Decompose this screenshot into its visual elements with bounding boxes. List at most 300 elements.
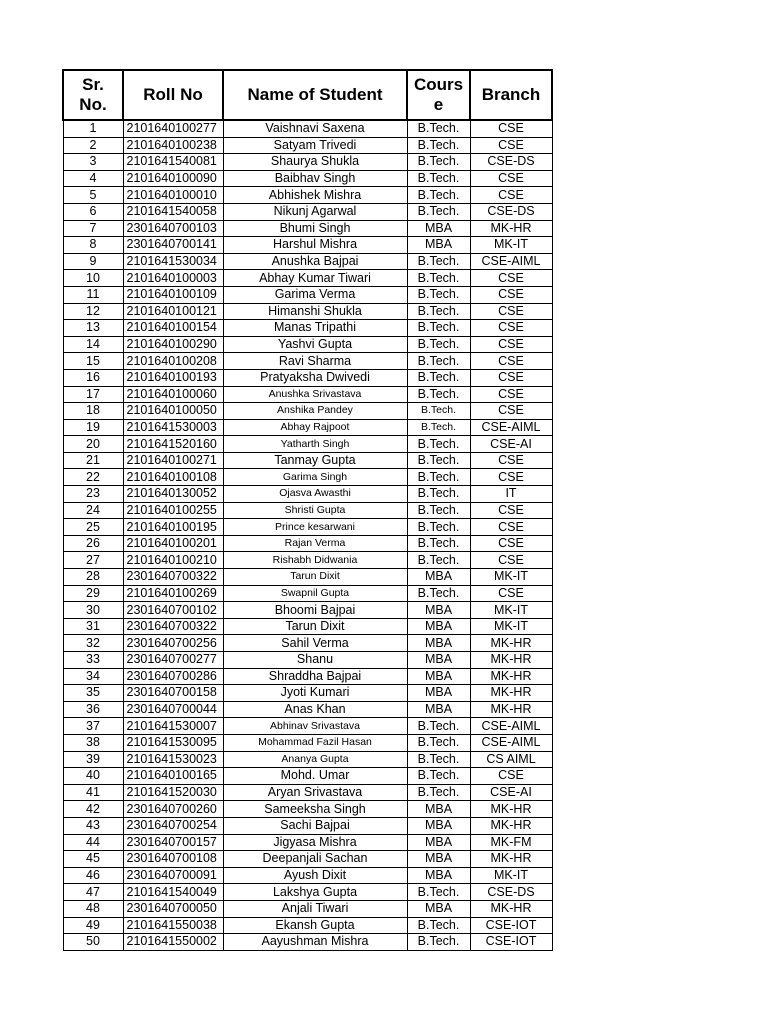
roll-no-cell: 2301640700108 — [123, 851, 223, 868]
course-cell: MBA — [407, 900, 470, 917]
roll-no-cell: 2301640700044 — [123, 701, 223, 718]
sr-no-cell: 22 — [63, 469, 123, 486]
branch-cell: CSE — [470, 552, 552, 569]
branch-cell: CSE — [470, 286, 552, 303]
table-row — [63, 220, 552, 237]
branch-cell: CSE — [470, 137, 552, 154]
roll-no-cell: 2101640100255 — [123, 502, 223, 519]
sr-no-cell: 13 — [63, 320, 123, 337]
sr-no-cell: 46 — [63, 867, 123, 884]
course-cell: MBA — [407, 817, 470, 834]
table-row — [63, 486, 552, 503]
sr-no-cell: 15 — [63, 353, 123, 370]
table-row — [63, 784, 552, 801]
table-row — [63, 237, 552, 254]
table-row — [63, 618, 552, 635]
course-cell: B.Tech. — [407, 469, 470, 486]
sr-no-cell: 34 — [63, 668, 123, 685]
table-row — [63, 320, 552, 337]
sr-no-cell: 20 — [63, 436, 123, 453]
roll-no-cell: 2301640700091 — [123, 867, 223, 884]
branch-cell: CSE — [470, 320, 552, 337]
sr-no-cell: 30 — [63, 602, 123, 619]
branch-cell: CSE — [470, 585, 552, 602]
roll-no-cell: 2101640100195 — [123, 519, 223, 536]
course-cell: MBA — [407, 652, 470, 669]
table-row — [63, 701, 552, 718]
branch-cell: CSE — [470, 120, 552, 137]
sr-no-cell: 45 — [63, 851, 123, 868]
branch-cell: CSE-AIML — [470, 718, 552, 735]
sr-no-cell: 10 — [63, 270, 123, 287]
branch-cell: MK-HR — [470, 851, 552, 868]
sr-no-cell: 4 — [63, 170, 123, 187]
roll-no-cell: 2101640100090 — [123, 170, 223, 187]
branch-cell: CSE — [470, 353, 552, 370]
course-cell: MBA — [407, 668, 470, 685]
student-name-cell: Vaishnavi Saxena — [223, 120, 407, 137]
student-name-cell: Aryan Srivastava — [223, 784, 407, 801]
student-name-cell: Tanmay Gupta — [223, 452, 407, 469]
course-cell: MBA — [407, 220, 470, 237]
roll-no-cell: 2301640700050 — [123, 900, 223, 917]
sr-no-cell: 29 — [63, 585, 123, 602]
table-row — [63, 386, 552, 403]
course-cell: MBA — [407, 867, 470, 884]
table-row — [63, 403, 552, 420]
branch-cell: CSE-IOT — [470, 917, 552, 934]
table-row — [63, 436, 552, 453]
course-cell: B.Tech. — [407, 884, 470, 901]
table-row — [63, 154, 552, 171]
sr-no-cell: 48 — [63, 900, 123, 917]
table-row — [63, 934, 552, 951]
sr-no-cell: 35 — [63, 685, 123, 702]
student-name-cell: Anushka Srivastava — [223, 386, 407, 403]
course-cell: B.Tech. — [407, 419, 470, 436]
branch-cell: IT — [470, 486, 552, 503]
branch-cell: CSE-DS — [470, 884, 552, 901]
sr-no-cell: 1 — [63, 120, 123, 137]
student-name-cell: Aayushman Mishra — [223, 934, 407, 951]
branch-cell: MK-IT — [470, 569, 552, 586]
table-row — [63, 569, 552, 586]
table-row — [63, 817, 552, 834]
student-name-cell: Nikunj Agarwal — [223, 203, 407, 220]
student-name-cell: Harshul Mishra — [223, 237, 407, 254]
table-row — [63, 685, 552, 702]
course-cell: B.Tech. — [407, 403, 470, 420]
student-name-cell: Garima Verma — [223, 286, 407, 303]
sr-no-cell: 3 — [63, 154, 123, 171]
sr-no-cell: 23 — [63, 486, 123, 503]
table-row — [63, 917, 552, 934]
table-row — [63, 734, 552, 751]
branch-cell: CSE-AIML — [470, 253, 552, 270]
table-row — [63, 867, 552, 884]
roll-no-cell: 2301640700254 — [123, 817, 223, 834]
course-cell: MBA — [407, 602, 470, 619]
table-row — [63, 851, 552, 868]
branch-cell: CSE-DS — [470, 203, 552, 220]
sr-no-cell: 24 — [63, 502, 123, 519]
branch-cell: CSE — [470, 519, 552, 536]
student-name-cell: Deepanjali Sachan — [223, 851, 407, 868]
header-sr-no: Sr. No. — [63, 70, 123, 120]
branch-cell: CSE — [470, 535, 552, 552]
course-cell: MBA — [407, 635, 470, 652]
branch-cell: CSE — [470, 386, 552, 403]
branch-cell: CSE — [470, 403, 552, 420]
sr-no-cell: 16 — [63, 369, 123, 386]
sr-no-cell: 40 — [63, 768, 123, 785]
table-row — [63, 170, 552, 187]
student-name-cell: Prince kesarwani — [223, 519, 407, 536]
branch-cell: MK-FM — [470, 834, 552, 851]
table-row — [63, 635, 552, 652]
sr-no-cell: 49 — [63, 917, 123, 934]
student-name-cell: Anushka Bajpai — [223, 253, 407, 270]
branch-cell: CSE — [470, 270, 552, 287]
roll-no-cell: 2301640700103 — [123, 220, 223, 237]
course-cell: B.Tech. — [407, 502, 470, 519]
table-row — [63, 585, 552, 602]
student-list-table — [62, 69, 553, 951]
sr-no-cell: 12 — [63, 303, 123, 320]
roll-no-cell: 2101640100290 — [123, 336, 223, 353]
course-cell: B.Tech. — [407, 552, 470, 569]
sr-no-cell: 27 — [63, 552, 123, 569]
table-row — [63, 203, 552, 220]
course-cell: B.Tech. — [407, 253, 470, 270]
sr-no-cell: 50 — [63, 934, 123, 951]
course-cell: B.Tech. — [407, 486, 470, 503]
branch-cell: MK-IT — [470, 618, 552, 635]
roll-no-cell: 2101641540049 — [123, 884, 223, 901]
roll-no-cell: 2101641530095 — [123, 734, 223, 751]
header-course: Cours e — [407, 70, 470, 120]
course-cell: MBA — [407, 801, 470, 818]
course-cell: B.Tech. — [407, 751, 470, 768]
course-cell: B.Tech. — [407, 519, 470, 536]
branch-cell: CSE — [470, 502, 552, 519]
branch-cell: MK-HR — [470, 635, 552, 652]
table-row — [63, 602, 552, 619]
student-name-cell: Satyam Trivedi — [223, 137, 407, 154]
course-cell: B.Tech. — [407, 369, 470, 386]
student-name-cell: Anshika Pandey — [223, 403, 407, 420]
sr-no-cell: 42 — [63, 801, 123, 818]
branch-cell: MK-HR — [470, 801, 552, 818]
course-cell: MBA — [407, 851, 470, 868]
student-name-cell: Tarun Dixit — [223, 569, 407, 586]
sr-no-cell: 7 — [63, 220, 123, 237]
branch-cell: MK-HR — [470, 668, 552, 685]
table-row — [63, 751, 552, 768]
branch-cell: CSE — [470, 170, 552, 187]
table-row — [63, 535, 552, 552]
sr-no-cell: 47 — [63, 884, 123, 901]
roll-no-cell: 2301640700141 — [123, 237, 223, 254]
roll-no-cell: 2301640700260 — [123, 801, 223, 818]
branch-cell: MK-HR — [470, 652, 552, 669]
table-row — [63, 552, 552, 569]
student-name-cell: Yatharth Singh — [223, 436, 407, 453]
course-cell: B.Tech. — [407, 386, 470, 403]
table-row — [63, 253, 552, 270]
roll-no-cell: 2301640700322 — [123, 569, 223, 586]
roll-no-cell: 2101640100277 — [123, 120, 223, 137]
student-name-cell: Tarun Dixit — [223, 618, 407, 635]
branch-cell: MK-HR — [470, 817, 552, 834]
sr-no-cell: 8 — [63, 237, 123, 254]
student-name-cell: Ananya Gupta — [223, 751, 407, 768]
table-row — [63, 270, 552, 287]
student-name-cell: Jigyasa Mishra — [223, 834, 407, 851]
branch-cell: CSE — [470, 336, 552, 353]
student-name-cell: Bhoomi Bajpai — [223, 602, 407, 619]
table-row — [63, 801, 552, 818]
roll-no-cell: 2301640700158 — [123, 685, 223, 702]
roll-no-cell: 2101640100010 — [123, 187, 223, 204]
table-row — [63, 469, 552, 486]
student-name-cell: Shaurya Shukla — [223, 154, 407, 171]
student-name-cell: Sachi Bajpai — [223, 817, 407, 834]
student-name-cell: Anas Khan — [223, 701, 407, 718]
course-cell: B.Tech. — [407, 170, 470, 187]
student-name-cell: Rishabh Didwania — [223, 552, 407, 569]
roll-no-cell: 2101640100108 — [123, 469, 223, 486]
course-cell: B.Tech. — [407, 203, 470, 220]
student-name-cell: Pratyaksha Dwivedi — [223, 369, 407, 386]
branch-cell: CSE-AI — [470, 784, 552, 801]
student-name-cell: Abhinav Srivastava — [223, 718, 407, 735]
roll-no-cell: 2101640100060 — [123, 386, 223, 403]
student-name-cell: Bhumi Singh — [223, 220, 407, 237]
roll-no-cell: 2101640100121 — [123, 303, 223, 320]
header-student-name: Name of Student — [223, 70, 407, 120]
student-name-cell: Shristi Gupta — [223, 502, 407, 519]
table-row — [63, 834, 552, 851]
course-cell: B.Tech. — [407, 768, 470, 785]
roll-no-cell: 2301640700157 — [123, 834, 223, 851]
roll-no-cell: 2301640700286 — [123, 668, 223, 685]
student-name-cell: Manas Tripathi — [223, 320, 407, 337]
roll-no-cell: 2101640100050 — [123, 403, 223, 420]
branch-cell: CSE-DS — [470, 154, 552, 171]
sr-no-cell: 44 — [63, 834, 123, 851]
student-name-cell: Mohd. Umar — [223, 768, 407, 785]
sr-no-cell: 25 — [63, 519, 123, 536]
branch-cell: CSE-IOT — [470, 934, 552, 951]
student-name-cell: Shraddha Bajpai — [223, 668, 407, 685]
branch-cell: CSE — [470, 469, 552, 486]
branch-cell: MK-IT — [470, 867, 552, 884]
table-row — [63, 137, 552, 154]
roll-no-cell: 2301640700102 — [123, 602, 223, 619]
course-cell: B.Tech. — [407, 718, 470, 735]
roll-no-cell: 2101640100154 — [123, 320, 223, 337]
course-cell: B.Tech. — [407, 336, 470, 353]
student-name-cell: Abhishek Mishra — [223, 187, 407, 204]
sr-no-cell: 41 — [63, 784, 123, 801]
roll-no-cell: 2101641530034 — [123, 253, 223, 270]
roll-no-cell: 2301640700277 — [123, 652, 223, 669]
sr-no-cell: 28 — [63, 569, 123, 586]
sr-no-cell: 36 — [63, 701, 123, 718]
student-name-cell: Ekansh Gupta — [223, 917, 407, 934]
roll-no-cell: 2101641540081 — [123, 154, 223, 171]
table-row — [63, 768, 552, 785]
table-row — [63, 369, 552, 386]
roll-no-cell: 2101641530003 — [123, 419, 223, 436]
header-branch: Branch — [470, 70, 552, 120]
sr-no-cell: 32 — [63, 635, 123, 652]
table-row — [63, 336, 552, 353]
student-name-cell: Jyoti Kumari — [223, 685, 407, 702]
table-row — [63, 718, 552, 735]
student-name-cell: Ojasva Awasthi — [223, 486, 407, 503]
student-name-cell: Lakshya Gupta — [223, 884, 407, 901]
sr-no-cell: 38 — [63, 734, 123, 751]
branch-cell: MK-HR — [470, 900, 552, 917]
student-name-cell: Baibhav Singh — [223, 170, 407, 187]
sr-no-cell: 6 — [63, 203, 123, 220]
roll-no-cell: 2101641520030 — [123, 784, 223, 801]
course-cell: B.Tech. — [407, 734, 470, 751]
branch-cell: CSE-AIML — [470, 419, 552, 436]
roll-no-cell: 2101640100208 — [123, 353, 223, 370]
table-row — [63, 419, 552, 436]
student-name-cell: Yashvi Gupta — [223, 336, 407, 353]
roll-no-cell: 2101641540058 — [123, 203, 223, 220]
table-row — [63, 900, 552, 917]
course-cell: B.Tech. — [407, 934, 470, 951]
header-roll-no: Roll No — [123, 70, 223, 120]
table-row — [63, 668, 552, 685]
roll-no-cell: 2101640130052 — [123, 486, 223, 503]
roll-no-cell: 2301640700322 — [123, 618, 223, 635]
sr-no-cell: 21 — [63, 452, 123, 469]
branch-cell: MK-IT — [470, 602, 552, 619]
student-name-cell: Abhay Kumar Tiwari — [223, 270, 407, 287]
roll-no-cell: 2101640100109 — [123, 286, 223, 303]
student-name-cell: Garima Singh — [223, 469, 407, 486]
roll-no-cell: 2101641520160 — [123, 436, 223, 453]
course-cell: B.Tech. — [407, 353, 470, 370]
course-cell: B.Tech. — [407, 585, 470, 602]
roll-no-cell: 2101641550038 — [123, 917, 223, 934]
branch-cell: MK-HR — [470, 220, 552, 237]
course-cell: MBA — [407, 685, 470, 702]
student-name-cell: Himanshi Shukla — [223, 303, 407, 320]
table-row — [63, 652, 552, 669]
course-cell: MBA — [407, 701, 470, 718]
course-cell: B.Tech. — [407, 784, 470, 801]
course-cell: B.Tech. — [407, 120, 470, 137]
table-row — [63, 884, 552, 901]
course-cell: B.Tech. — [407, 320, 470, 337]
roll-no-cell: 2101640100238 — [123, 137, 223, 154]
branch-cell: CSE — [470, 187, 552, 204]
student-name-cell: Sameeksha Singh — [223, 801, 407, 818]
branch-cell: CS AIML — [470, 751, 552, 768]
table-row — [63, 519, 552, 536]
sr-no-cell: 39 — [63, 751, 123, 768]
student-name-cell: Swapnil Gupta — [223, 585, 407, 602]
header-row — [63, 70, 552, 120]
branch-cell: CSE — [470, 303, 552, 320]
roll-no-cell: 2101641530023 — [123, 751, 223, 768]
student-name-cell: Rajan Verma — [223, 535, 407, 552]
sr-no-cell: 33 — [63, 652, 123, 669]
sr-no-cell: 14 — [63, 336, 123, 353]
roll-no-cell: 2101640100165 — [123, 768, 223, 785]
roll-no-cell: 2101641550002 — [123, 934, 223, 951]
branch-cell: MK-IT — [470, 237, 552, 254]
sr-no-cell: 43 — [63, 817, 123, 834]
course-cell: B.Tech. — [407, 137, 470, 154]
course-cell: B.Tech. — [407, 436, 470, 453]
course-cell: MBA — [407, 618, 470, 635]
branch-cell: MK-HR — [470, 685, 552, 702]
course-cell: MBA — [407, 569, 470, 586]
sr-no-cell: 9 — [63, 253, 123, 270]
course-cell: B.Tech. — [407, 187, 470, 204]
branch-cell: MK-HR — [470, 701, 552, 718]
course-cell: B.Tech. — [407, 303, 470, 320]
student-name-cell: Shanu — [223, 652, 407, 669]
course-cell: B.Tech. — [407, 535, 470, 552]
table-row — [63, 502, 552, 519]
student-name-cell: Anjali Tiwari — [223, 900, 407, 917]
roll-no-cell: 2101640100271 — [123, 452, 223, 469]
roll-no-cell: 2101641530007 — [123, 718, 223, 735]
sr-no-cell: 5 — [63, 187, 123, 204]
student-name-cell: Ravi Sharma — [223, 353, 407, 370]
table-row — [63, 120, 552, 137]
sr-no-cell: 2 — [63, 137, 123, 154]
course-cell: B.Tech. — [407, 286, 470, 303]
course-cell: B.Tech. — [407, 154, 470, 171]
sr-no-cell: 19 — [63, 419, 123, 436]
branch-cell: CSE — [470, 369, 552, 386]
roll-no-cell: 2101640100193 — [123, 369, 223, 386]
branch-cell: CSE — [470, 768, 552, 785]
table-row — [63, 303, 552, 320]
roll-no-cell: 2101640100003 — [123, 270, 223, 287]
sr-no-cell: 37 — [63, 718, 123, 735]
branch-cell: CSE-AI — [470, 436, 552, 453]
roll-no-cell: 2301640700256 — [123, 635, 223, 652]
roll-no-cell: 2101640100201 — [123, 535, 223, 552]
student-name-cell: Mohammad Fazil Hasan — [223, 734, 407, 751]
table-row — [63, 187, 552, 204]
student-name-cell: Sahil Verma — [223, 635, 407, 652]
roll-no-cell: 2101640100269 — [123, 585, 223, 602]
branch-cell: CSE — [470, 452, 552, 469]
student-name-cell: Ayush Dixit — [223, 867, 407, 884]
sr-no-cell: 11 — [63, 286, 123, 303]
branch-cell: CSE-AIML — [470, 734, 552, 751]
student-name-cell: Abhay Rajpoot — [223, 419, 407, 436]
course-cell: MBA — [407, 834, 470, 851]
sr-no-cell: 31 — [63, 618, 123, 635]
course-cell: MBA — [407, 237, 470, 254]
sr-no-cell: 18 — [63, 403, 123, 420]
table-row — [63, 286, 552, 303]
course-cell: B.Tech. — [407, 452, 470, 469]
